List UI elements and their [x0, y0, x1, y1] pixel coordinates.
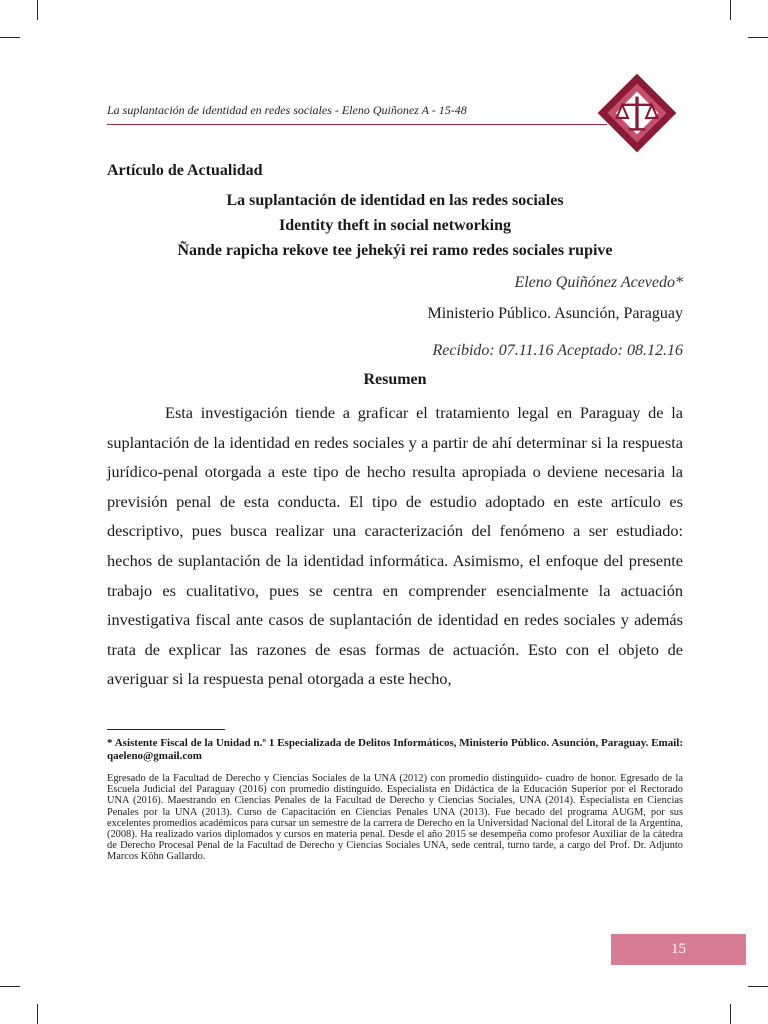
- page-number-label: 15: [671, 941, 686, 957]
- title-guarani: Ñande rapicha rekove tee jehekýi rei ramo redes sociales rupive: [177, 242, 613, 259]
- page-number: [611, 934, 746, 965]
- crop-mark: [748, 37, 768, 38]
- crop-mark: [0, 37, 20, 38]
- crop-mark: [37, 0, 38, 20]
- justice-scales-diamond-icon: [596, 72, 678, 154]
- abstract-heading: Resumen: [363, 371, 427, 388]
- abstract-text: Esta investigación tiende a graficar el tratamiento legal en Paraguay de la suplantación de la identidad en redes sociales y a partir de ahí determinar si la respuesta jurídico-penal otorgada a este tipo de hecho resulta apropiada o deviene necesaria la previsión penal de esta conducta. El tipo de estudio adoptado en este artículo es descriptivo, pues busca realizar una caracterización del fenómeno a ser estudiado: hechos de suplantación de la identidad informática. Asimismo, el enfoque del presente trabajo es cualitativo, pues se centra en comprender esencialmente la actuación investigativa fiscal ante casos de suplantación de identidad en redes sociales y además trata de explicar las razones de esas formas de actuación. Esto con el objeto de averiguar si la respuesta penal otorgada a este hecho,: [107, 403, 683, 689]
- title-spanish: La suplantación de identidad en las redes sociales: [226, 192, 564, 209]
- title-block: [107, 188, 683, 263]
- footnote-rule: [107, 729, 225, 730]
- footnote-author: * Asistente Fiscal de la Unidad n.º 1 Especializada de Delitos Informáticos, Ministerio Público. Asunción, Paraguay. Email: qaeleno@gmail.com: [107, 737, 683, 762]
- author-name: Eleno Quiñónez Acevedo*: [514, 274, 683, 291]
- crop-mark: [37, 1004, 38, 1024]
- crop-mark: [748, 986, 768, 987]
- crop-mark: [0, 986, 20, 987]
- crop-mark: [730, 1004, 731, 1024]
- section-label: Artículo de Actualidad: [107, 162, 263, 179]
- header-rule: [107, 124, 607, 125]
- running-head: La suplantación de identidad en redes sociales - Eleno Quiñonez A - 15-48: [107, 103, 467, 117]
- title-english: Identity theft in social networking: [279, 217, 511, 234]
- submission-dates: Recibido: 07.11.16 Aceptado: 08.12.16: [432, 342, 683, 359]
- crop-mark: [730, 0, 731, 20]
- author-affiliation: Ministerio Público. Asunción, Paraguay: [427, 305, 683, 322]
- footnote-biography: Egresado de la Facultad de Derecho y Ciencias Sociales de la UNA (2012) con promedio distinguido- cuadro de honor. Egresado de la Escuela Judicial del Paraguay (2016) con promedio distinguido. Especialista en Didáctica de la Educación Superior por el Rectorado UNA (2016). Maestrando en Ciencias Penales de la Facultad de Derecho y Ciencias Sociales, UNA (2014). Especialista en Ciencias Penales por la UNA (2013). Curso de Capacitación en Ciencias Penales UNA (2013). Fue becado del programa AUGM, por sus excelentes promedios académicos para cursar un semestre de la carrera de Derecho en la Universidad Nacional del Litoral de la Argentina, (2008). Ha realizado varios diplomados y cursos en materia penal. Desde el año 2015 se desempeña como profesor Auxiliar de la cátedra de Derecho Procesal Penal de la Facultad de Derecho y Ciencias Sociales UNA, sede central, turno tarde, a cargo del Prof. Dr. Adjunto Marcos Köhn Gallardo.: [107, 773, 683, 863]
